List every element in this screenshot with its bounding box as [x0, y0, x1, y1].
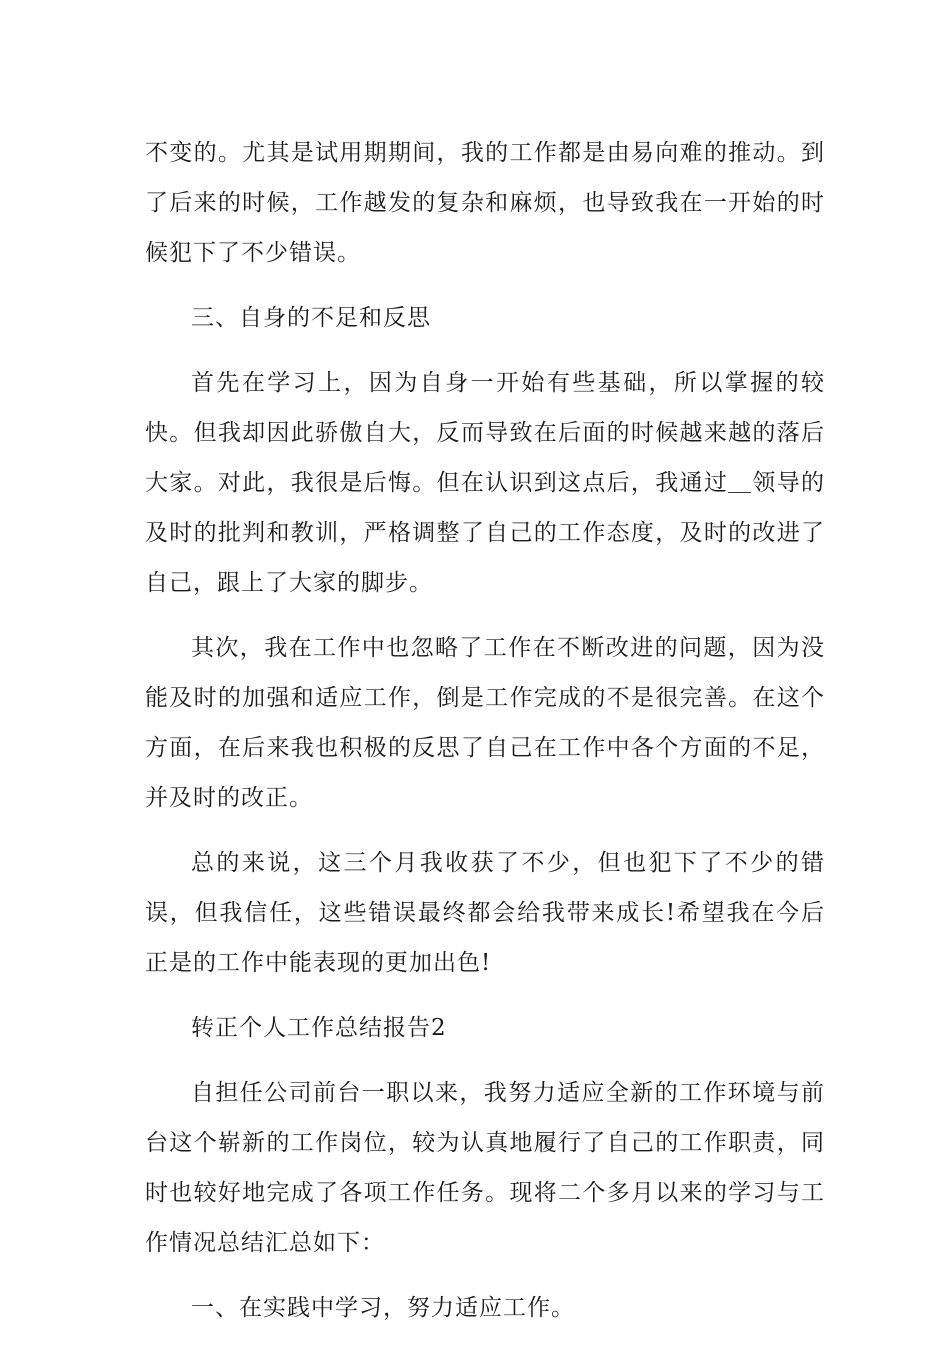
section-heading-3: 三、自身的不足和反思	[191, 305, 431, 331]
paragraph-secondly: 其次，我在工作中也忽略了工作在不断改进的问题，因为没能及时的加强和适应工作，倒是工作完成的不是很完善。在这个方面，在后来我也积极的反思了自己在工作中各个方面的不足，并及时的改正。	[145, 635, 825, 811]
report-title-2: 转正个人工作总结报告2	[191, 1015, 447, 1041]
paragraph-learning: 首先在学习上，因为自身一开始有些基础，所以掌握的较快。但我却因此骄傲自大，反而导致在后面的时候越来越的落后大家。对此，我很是后悔。但在认识到这点后，我通过＿领导的及时的批判和教训，严格调整了自己的工作态度，及时的改进了自己，跟上了大家的脚步。	[145, 370, 825, 596]
document-body	[145, 128, 825, 1348]
paragraph-intro: 自担任公司前台一职以来，我努力适应全新的工作环境与前台这个崭新的工作岗位，较为认真地履行了自己的工作职责，同时也较好地完成了各项工作任务。现将二个多月以来的学习与工作情况总结汇总如下：	[145, 1080, 825, 1256]
section-heading-1: 一、在实践中学习，努力适应工作。	[191, 1295, 575, 1321]
paragraph-continuation: 不变的。尤其是试用期期间，我的工作都是由易向难的推动。到了后来的时候，工作越发的复杂和麻烦，也导致我在一开始的时候犯下了不少错误。	[145, 140, 825, 266]
paragraph-summary: 总的来说，这三个月我收获了不少，但也犯下了不少的错误，但我信任，这些错误最终都会给我带来成长!希望我在今后正是的工作中能表现的更加出色!	[145, 850, 825, 976]
